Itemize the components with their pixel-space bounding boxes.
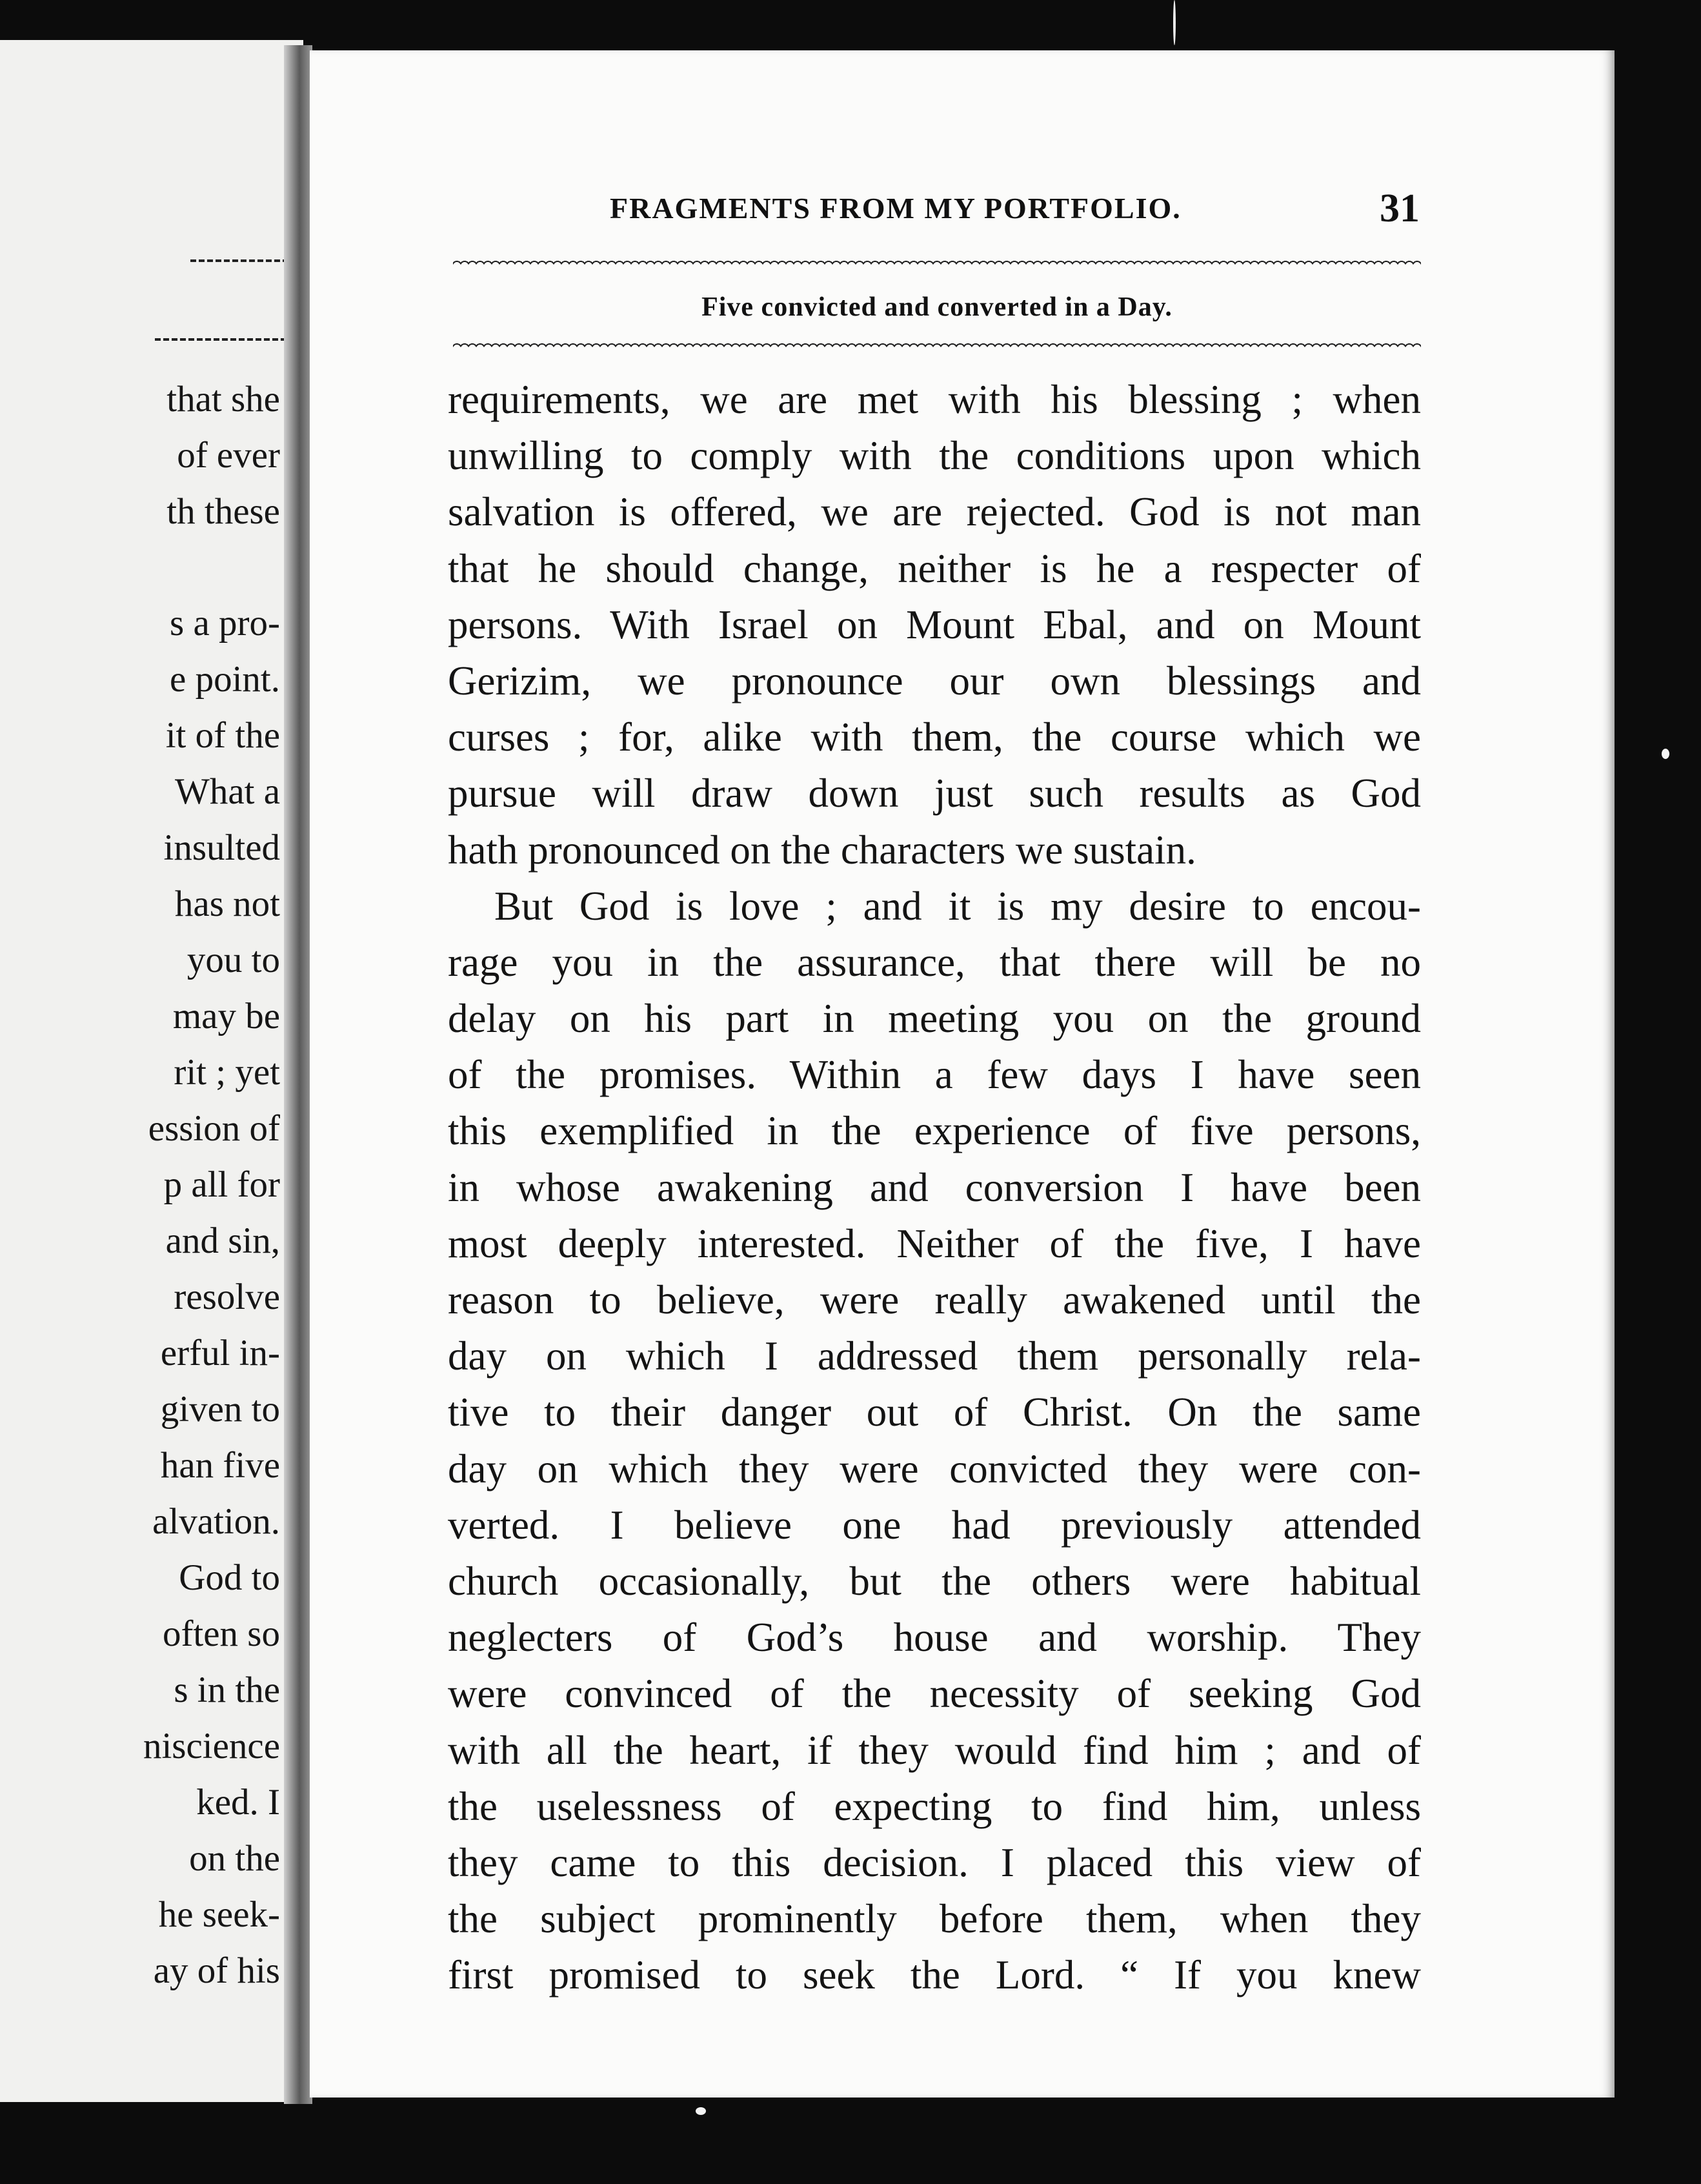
body-line: with all the heart, if they would find him ; and of bbox=[448, 1727, 1421, 1773]
body-line: neglecters of God’s house and worship. They bbox=[448, 1615, 1421, 1661]
section-heading: Five convicted and converted in a Day. bbox=[701, 292, 1173, 322]
left-page-line: rit ; yet bbox=[174, 1052, 280, 1093]
left-page-line: it of the bbox=[165, 715, 280, 756]
right-page bbox=[310, 50, 1615, 2098]
left-page-line: often so bbox=[162, 1613, 280, 1654]
page-speck bbox=[1662, 749, 1669, 759]
top-ornamental-rule bbox=[453, 257, 1421, 265]
left-page-line: of ever bbox=[177, 435, 280, 476]
left-page-line: alvation. bbox=[152, 1501, 280, 1542]
body-line: tive to their danger out of Christ. On the same bbox=[448, 1390, 1421, 1435]
body-line: verted. I believe one had previously attended bbox=[448, 1502, 1421, 1548]
body-line: delay on his part in meeting you on the ground bbox=[448, 996, 1421, 1042]
left-page-line: you to bbox=[186, 940, 280, 980]
page-speck bbox=[1173, 0, 1176, 45]
left-page-line: e point. bbox=[170, 659, 280, 700]
left-page-line: ay of his bbox=[153, 1950, 280, 1991]
left-page-line: resolve bbox=[174, 1277, 280, 1317]
body-line: they came to this decision. I placed this view of bbox=[448, 1839, 1421, 1885]
left-page-line: he seek- bbox=[158, 1894, 280, 1935]
body-line: rage you in the assurance, that there will be no bbox=[448, 939, 1421, 985]
left-page-line: p all for bbox=[163, 1164, 280, 1205]
body-line: church occasionally, but the others were habitual bbox=[448, 1558, 1421, 1604]
body-line: of the promises. Within a few days I have seen bbox=[448, 1052, 1421, 1098]
body-line: But God is love ; and it is my desire to encou- bbox=[494, 883, 1421, 929]
left-page-line: given to bbox=[160, 1389, 280, 1430]
body-line: most deeply interested. Neither of the five, I have bbox=[448, 1220, 1421, 1266]
left-page-line: th these bbox=[166, 491, 280, 532]
body-line: day on which I addressed them personally rela- bbox=[448, 1333, 1421, 1379]
running-title: FRAGMENTS FROM MY PORTFOLIO. bbox=[610, 192, 1182, 225]
left-page-line: erful in- bbox=[160, 1333, 280, 1373]
left-page-line: insulted bbox=[163, 827, 280, 868]
left-page-line: ession of bbox=[148, 1108, 280, 1149]
body-line: hath pronounced on the characters we sustain. bbox=[448, 827, 1196, 873]
body-line: this exemplified in the experience of five persons, bbox=[448, 1108, 1421, 1154]
body-line: reason to believe, were really awakened until the bbox=[448, 1277, 1421, 1322]
body-line: requirements, we are met with his blessing ; when bbox=[448, 377, 1421, 422]
left-page-line: may be bbox=[172, 996, 280, 1036]
left-page-line: on the bbox=[189, 1838, 280, 1879]
left-page-line: and sin, bbox=[165, 1220, 280, 1261]
left-page-edge bbox=[0, 40, 303, 2102]
left-page-line: s a pro- bbox=[170, 603, 280, 643]
body-line: in whose awakening and conversion I have been bbox=[448, 1164, 1421, 1210]
bottom-ornamental-rule bbox=[453, 339, 1421, 347]
left-page-line: s in the bbox=[174, 1670, 280, 1710]
left-page-rule bbox=[155, 338, 303, 341]
body-line: pursue will draw down just such results as God bbox=[448, 771, 1421, 816]
body-line: Gerizim, we pronounce our own blessings and bbox=[448, 658, 1421, 703]
body-line: day on which they were convicted they were con- bbox=[448, 1446, 1421, 1491]
page-number: 31 bbox=[1380, 187, 1420, 230]
body-text bbox=[448, 372, 1421, 2003]
left-page-line: What a bbox=[175, 771, 280, 812]
body-line: first promised to seek the Lord. “ If you knew bbox=[448, 1952, 1421, 1998]
left-page-line: God to bbox=[179, 1557, 280, 1598]
body-line: salvation is offered, we are rejected. God is not man bbox=[448, 489, 1421, 535]
body-line: were convinced of the necessity of seeking God bbox=[448, 1671, 1421, 1717]
body-line: persons. With Israel on Mount Ebal, and on Mount bbox=[448, 602, 1421, 647]
page-speck bbox=[696, 2107, 706, 2115]
left-page-line: has not bbox=[174, 884, 280, 924]
body-line: unwilling to comply with the conditions upon which bbox=[448, 433, 1421, 479]
left-page-line: ked. I bbox=[196, 1782, 280, 1823]
body-line: the uselessness of expecting to find him, unless bbox=[448, 1783, 1421, 1829]
body-line: curses ; for, alike with them, the course which we bbox=[448, 714, 1421, 760]
left-page-line: han five bbox=[160, 1445, 280, 1486]
body-line: that he should change, neither is he a respecter of bbox=[448, 545, 1421, 591]
body-line: the subject prominently before them, when they bbox=[448, 1896, 1421, 1942]
left-page-line: that she bbox=[166, 379, 280, 420]
left-page-line: niscience bbox=[143, 1726, 280, 1766]
book-gutter bbox=[284, 45, 312, 2104]
